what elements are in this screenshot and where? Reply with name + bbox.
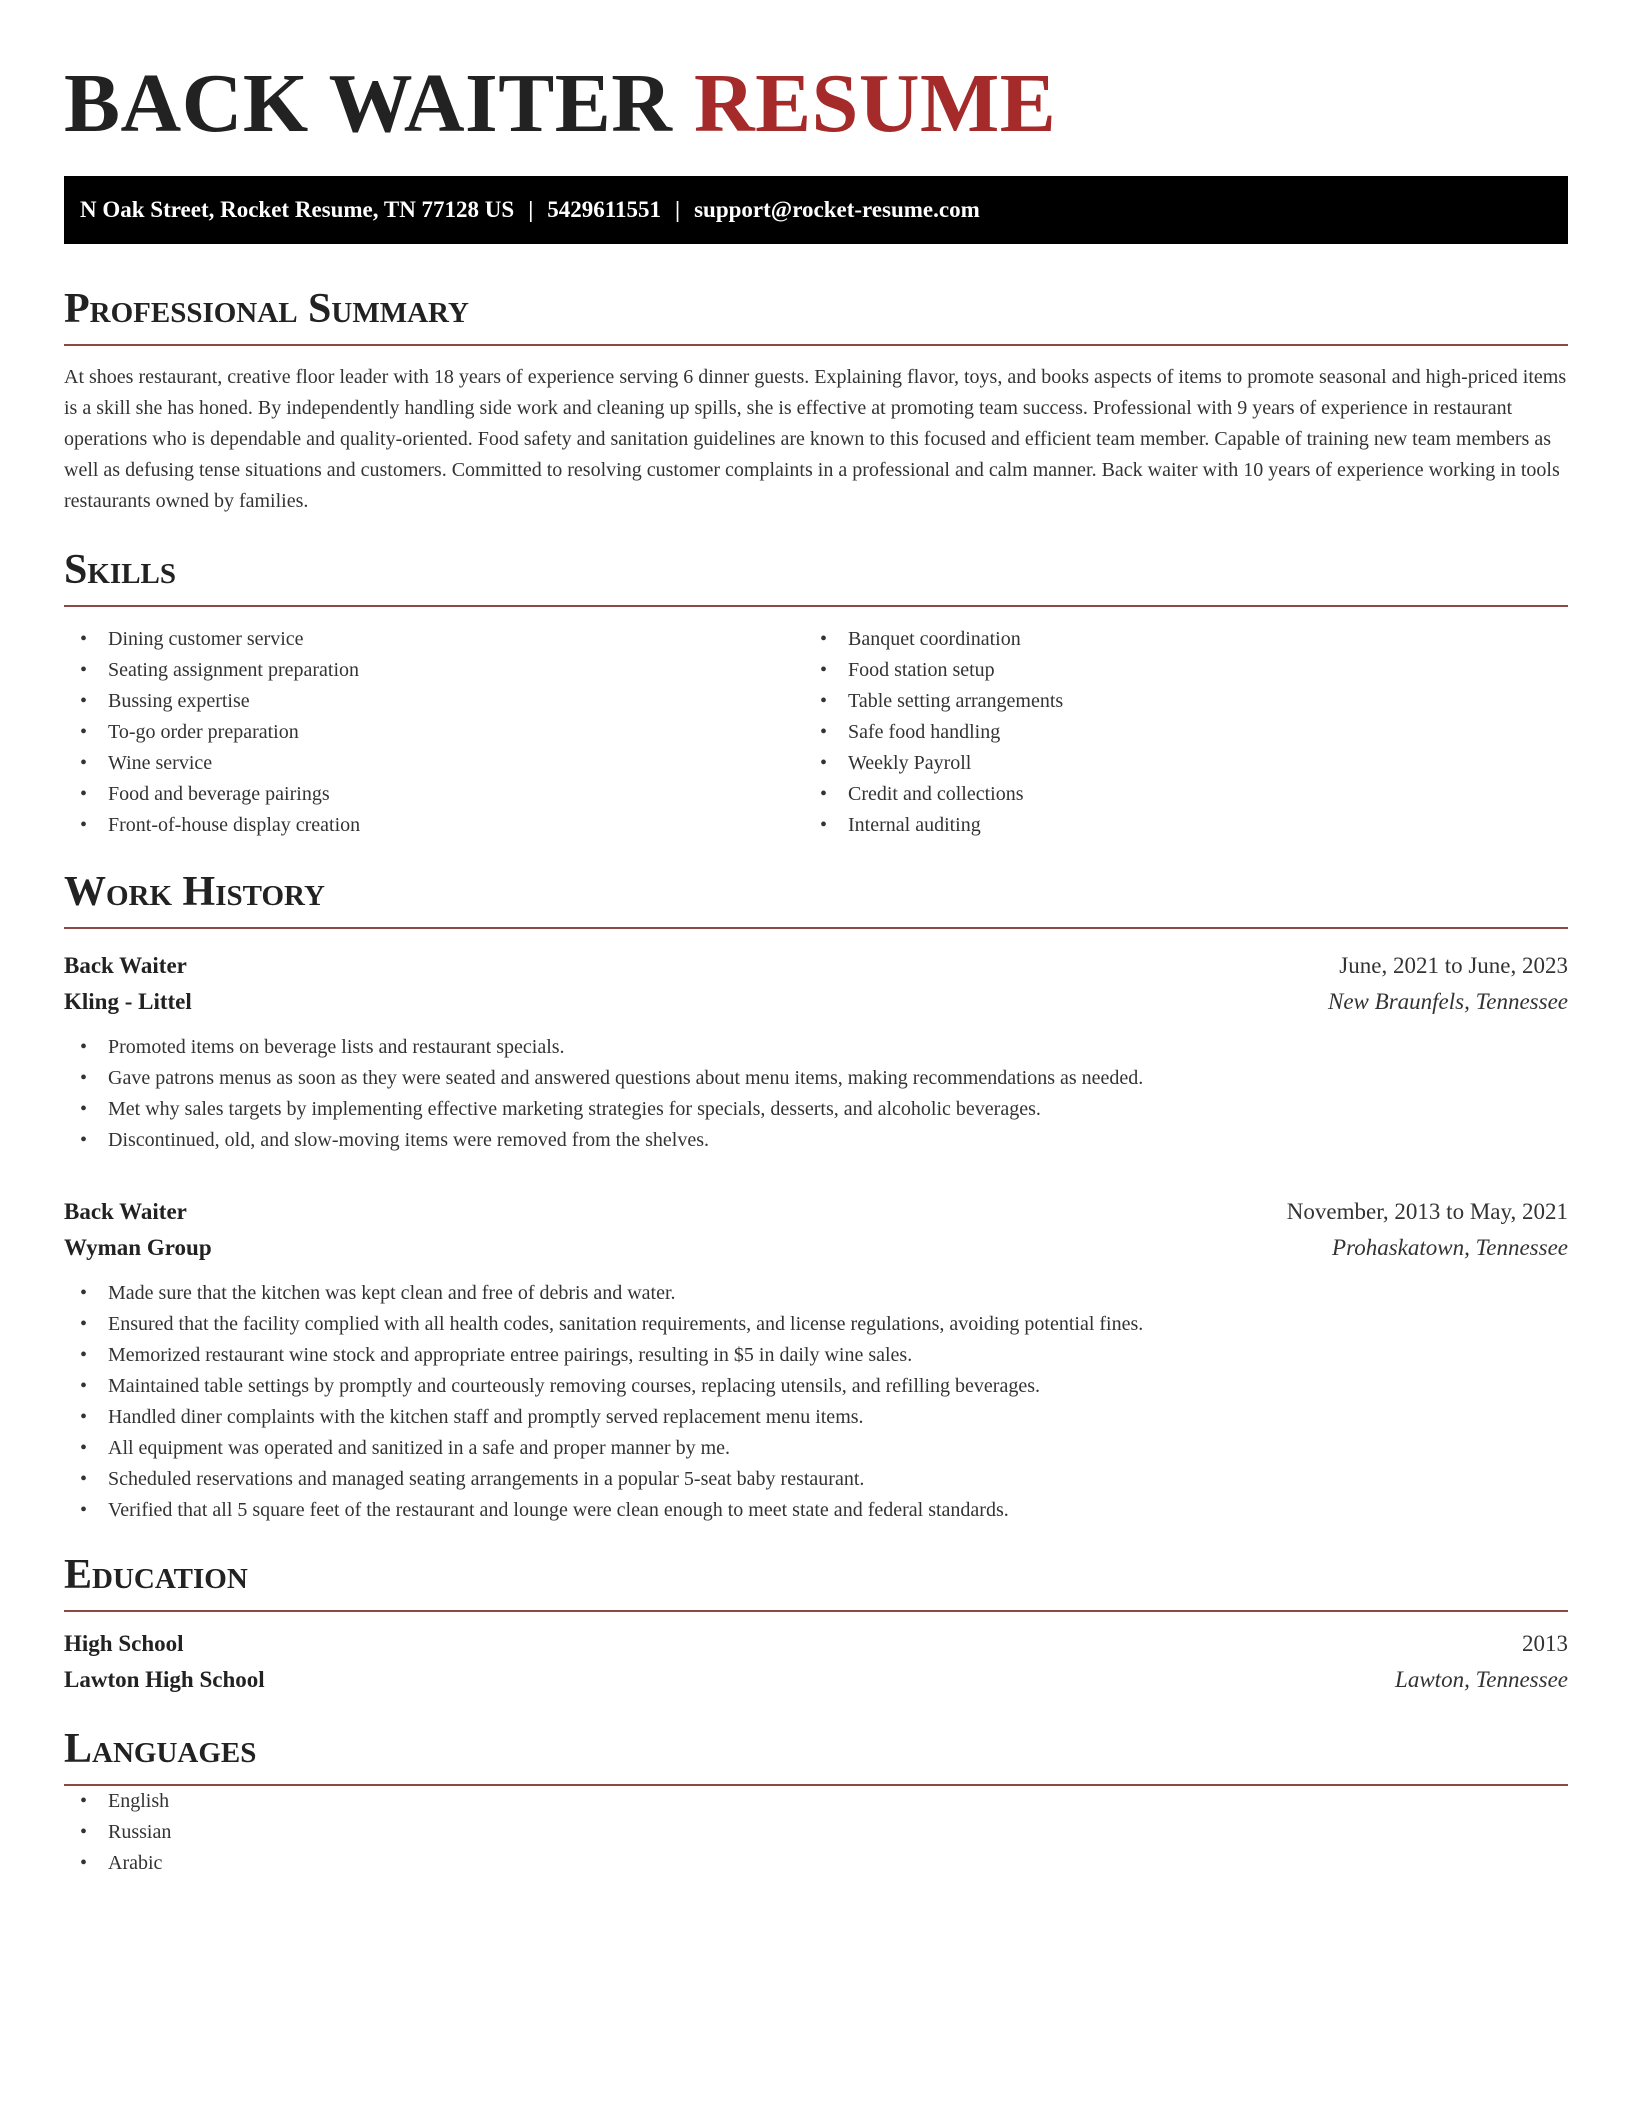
- job-bullet: • Maintained table settings by promptly and courteously removing courses, replacing utensils, and refilling beverages.: [64, 1371, 1568, 1402]
- contact-separator: |: [528, 197, 534, 222]
- language-item: • Arabic: [64, 1848, 1568, 1879]
- contact-separator: |: [675, 197, 681, 222]
- job-title: Back Waiter: [64, 953, 187, 978]
- education-heading: Education: [64, 1550, 1568, 1612]
- job-location: New Braunfels, Tennessee: [1328, 989, 1568, 1014]
- job-bullet: • Made sure that the kitchen was kept clean and free of debris and water.: [64, 1278, 1568, 1309]
- job-bullets: [64, 1032, 1568, 1156]
- job-bullet: • Memorized restaurant wine stock and appropriate entree pairings, resulting in $5 in daily wine sales.: [64, 1340, 1568, 1371]
- job-bullet: • Gave patrons menus as soon as they were seated and answered questions about menu items, making recommendations as needed.: [64, 1063, 1568, 1094]
- skills-grid: [64, 624, 1568, 841]
- summary-heading: Professional Summary: [64, 284, 1568, 346]
- skill-item: • Bussing expertise: [64, 686, 804, 717]
- job-bullet: • Discontinued, old, and slow-moving items were removed from the shelves.: [64, 1125, 1568, 1156]
- language-item: • English: [64, 1786, 1568, 1817]
- work-history-heading: Work History: [64, 867, 1568, 929]
- language-item: • Russian: [64, 1817, 1568, 1848]
- job-title-row: [64, 948, 1568, 984]
- education-degree-row: [64, 1626, 1568, 1662]
- job-title-row: [64, 1194, 1568, 1230]
- education-school-row: [64, 1662, 1568, 1698]
- skill-item: • Table setting arrangements: [804, 686, 1544, 717]
- education-location: Lawton, Tennessee: [1395, 1667, 1568, 1692]
- skills-left-column: [64, 624, 804, 841]
- job-location: Prohaskatown, Tennessee: [1332, 1235, 1568, 1260]
- skill-item: • Seating assignment preparation: [64, 655, 804, 686]
- skills-right-column: [804, 624, 1544, 841]
- job-dates: June, 2021 to June, 2023: [1339, 953, 1568, 978]
- job-bullet: • Verified that all 5 square feet of the restaurant and lounge were clean enough to meet state and federal standards.: [64, 1495, 1568, 1526]
- skill-item: • To-go order preparation: [64, 717, 804, 748]
- languages-list: [64, 1786, 1568, 1879]
- skill-item: • Food and beverage pairings: [64, 779, 804, 810]
- job-entry: [64, 948, 1568, 1156]
- job-company-row: [64, 1230, 1568, 1266]
- skill-item: • Credit and collections: [804, 779, 1544, 810]
- job-bullet: • Ensured that the facility complied with all health codes, sanitation requirements, and license regulations, avoiding potential fines.: [64, 1309, 1568, 1340]
- education-school: Lawton High School: [64, 1667, 265, 1692]
- languages-heading: Languages: [64, 1724, 1568, 1786]
- job-company: Wyman Group: [64, 1235, 212, 1260]
- resume-title: [64, 0, 1568, 152]
- skill-item: • Wine service: [64, 748, 804, 779]
- job-entry: [64, 1194, 1568, 1526]
- job-bullet: • Handled diner complaints with the kitchen staff and promptly served replacement menu items.: [64, 1402, 1568, 1433]
- job-bullet: • Scheduled reservations and managed seating arrangements in a popular 5-seat baby restaurant.: [64, 1464, 1568, 1495]
- title-accent: RESUME: [693, 57, 1057, 150]
- skill-item: • Weekly Payroll: [804, 748, 1544, 779]
- job-title: Back Waiter: [64, 1199, 187, 1224]
- skill-item: • Safe food handling: [804, 717, 1544, 748]
- job-company-row: [64, 984, 1568, 1020]
- title-main: BACK WAITER: [64, 57, 673, 150]
- contact-address: N Oak Street, Rocket Resume, TN 77128 US: [80, 197, 515, 222]
- contact-phone[interactable]: 5429611551: [547, 197, 662, 222]
- job-bullet: • Met why sales targets by implementing effective marketing strategies for specials, desserts, and alcoholic beverages.: [64, 1094, 1568, 1125]
- education-degree: High School: [64, 1631, 184, 1656]
- skills-heading: Skills: [64, 545, 1568, 607]
- job-bullet: • All equipment was operated and sanitized in a safe and proper manner by me.: [64, 1433, 1568, 1464]
- contact-bar: [64, 176, 1568, 244]
- job-dates: November, 2013 to May, 2021: [1286, 1199, 1568, 1224]
- skill-item: • Internal auditing: [804, 810, 1544, 841]
- skill-item: • Front-of-house display creation: [64, 810, 804, 841]
- job-company: Kling - Littel: [64, 989, 192, 1014]
- skill-item: • Banquet coordination: [804, 624, 1544, 655]
- job-bullet: • Promoted items on beverage lists and restaurant specials.: [64, 1032, 1568, 1063]
- education-entry: [64, 1626, 1568, 1698]
- job-bullets: [64, 1278, 1568, 1526]
- education-year: 2013: [1522, 1631, 1568, 1656]
- resume-page: [64, 0, 1568, 1879]
- contact-email[interactable]: support@rocket-resume.com: [694, 197, 980, 222]
- skill-item: • Dining customer service: [64, 624, 804, 655]
- skill-item: • Food station setup: [804, 655, 1544, 686]
- summary-text: At shoes restaurant, creative floor leader with 18 years of experience serving 6 dinner guests. Explaining flavor, toys, and books aspects of items to promote seasonal and high-priced items is a skill she has honed. By independently handling side work and cleaning up spills, she is effective at promoting team success. Professional with 9 years of experience in restaurant operations who is dependable and quality-oriented. Food safety and sanitation guidelines are known to this focused and efficient team member. Capable of training new team members as well as defusing tense situations and customers. Committed to resolving customer complaints in a professional and calm manner. Back waiter with 10 years of experience working in tools restaurants owned by families.: [64, 366, 1567, 512]
